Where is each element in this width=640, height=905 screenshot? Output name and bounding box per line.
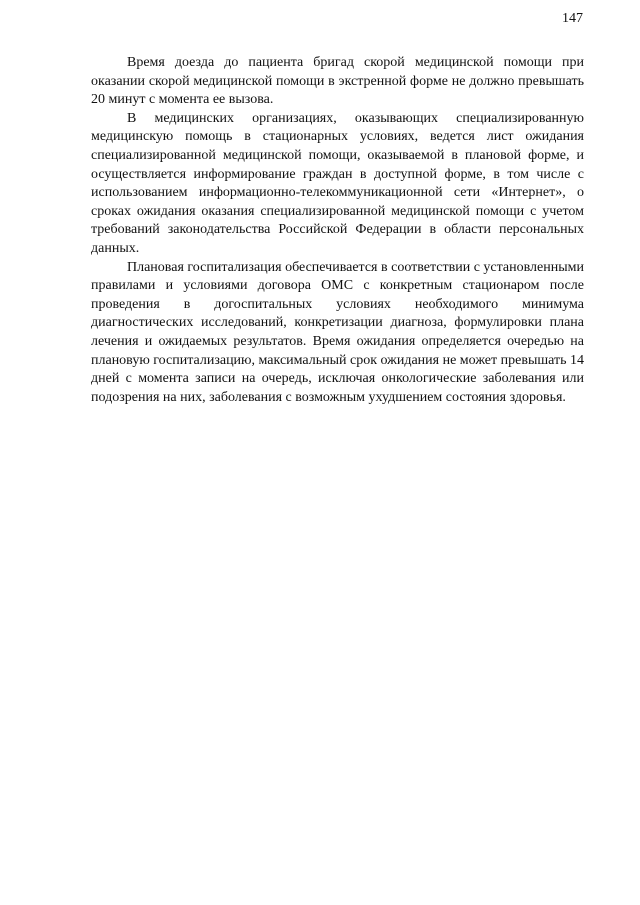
- document-body: [91, 54, 584, 407]
- paragraph-ambulance-arrival-time: Время доезда до пациента бригад скорой медицинской помощи при оказании скорой медицинской помощи в экстренной форме не должно превышать 20 минут с момента ее вызова.: [91, 55, 584, 108]
- page-number: 147: [562, 11, 583, 26]
- paragraph-planned-hospitalization: Плановая госпитализация обеспечивается в соответствии с установленными правилами и условиями договора ОМС с конкретным стационаром после проведения в догоспитальных условиях необходимого минимума диагностических исследований, конкретизации диагноза, формулировки плана лечения и ожидаемых результатов. Время ожидания определяется очередью на плановую госпитализацию, максимальный срок ожидания не может превышать 14 дней с момента записи на очередь, исключая онкологические заболевания или подозрения на них, заболевания с возможным ухудшением состояния здоровья.: [91, 259, 585, 405]
- paragraph-waiting-list: В медицинских организациях, оказывающих специализированную медицинскую помощь в стационарных условиях, ведется лист ожидания специализированной медицинской помощи, оказываемой в плановой форме, и осуществляется информирование граждан в доступной форме, в том числе с использованием информационно-телекоммуникационной сети «Интернет», о сроках ожидания оказания специализированной медицинской помощи с учетом требований законодательства Российской Федерации в области персональных данных.: [91, 110, 584, 256]
